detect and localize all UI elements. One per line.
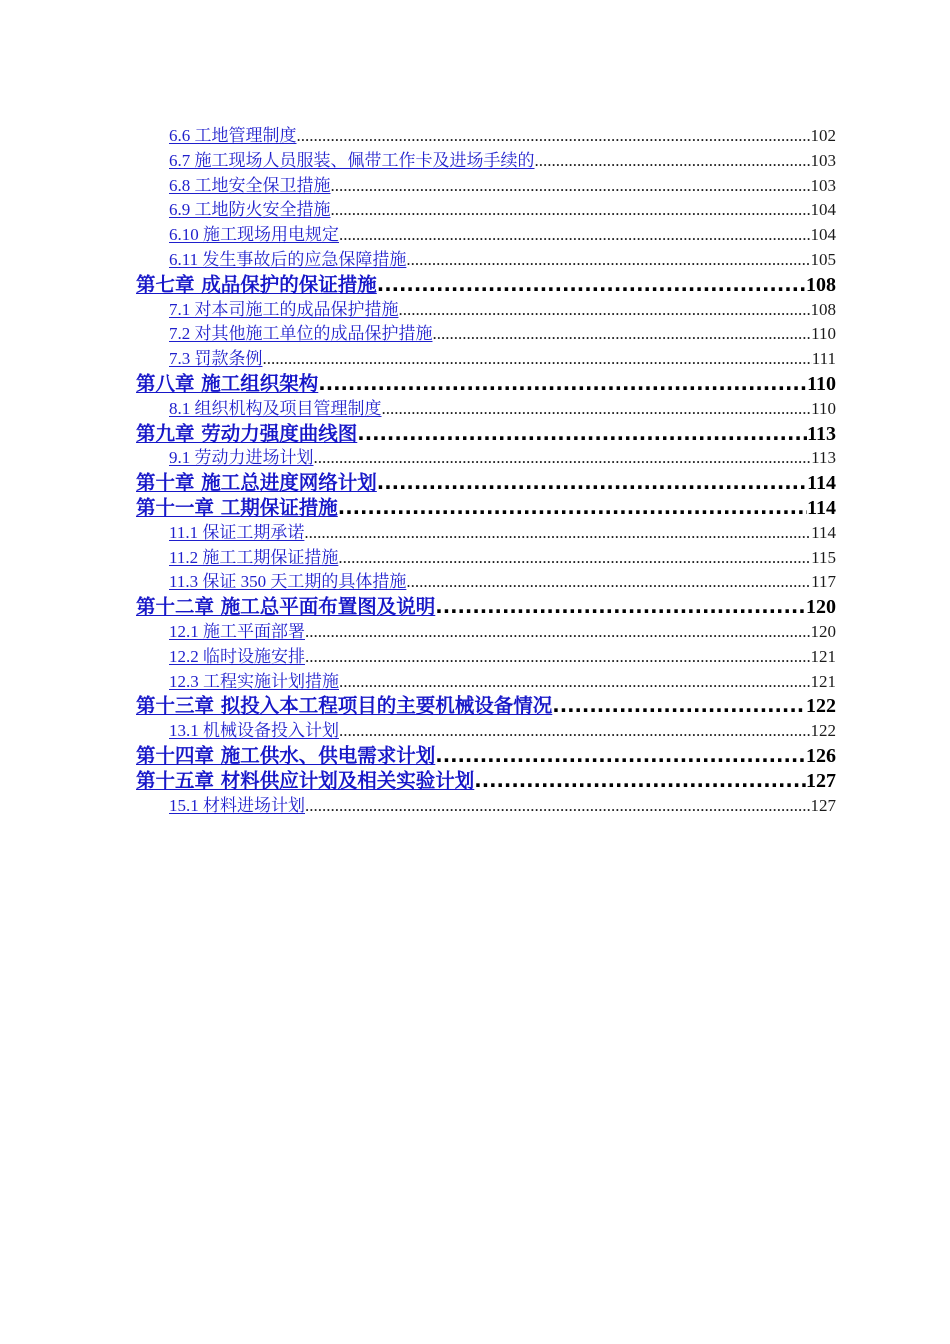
toc-entry-6-11[interactable]	[136, 248, 836, 273]
toc-entry-8-1[interactable]	[136, 397, 836, 422]
toc-chapter-link[interactable]: 第十一章 工期保证措施	[136, 495, 338, 519]
dot-leader	[314, 446, 812, 471]
toc-link[interactable]: 12.2 临时设施安排	[169, 646, 305, 666]
toc-link[interactable]: 6.11 发生事故后的应急保障措施	[169, 249, 407, 269]
toc-chapter-12[interactable]	[136, 595, 836, 620]
toc-entry-7-3[interactable]	[136, 347, 836, 372]
toc-entry-6-9[interactable]	[136, 198, 836, 223]
page-number: 127	[810, 795, 836, 815]
toc-chapter-link[interactable]: 第八章 施工组织架构	[136, 371, 319, 395]
toc-chapter-link[interactable]: 第十章 施工总进度网络计划	[136, 471, 377, 495]
toc-chapter-link[interactable]: 第十四章 施工供水、供电需求计划	[136, 743, 436, 767]
page-number: 103	[810, 175, 836, 195]
toc-link[interactable]: 6.6 工地管理制度	[169, 126, 297, 145]
toc-link[interactable]: 13.1 机械设备投入计划	[169, 721, 339, 741]
toc-chapter-8[interactable]	[136, 372, 836, 397]
dot-leader	[339, 719, 811, 744]
page-number: 114	[807, 496, 836, 519]
toc-entry-7-2[interactable]	[136, 322, 836, 347]
toc-entry-6-6[interactable]	[136, 124, 836, 149]
dot-leader	[377, 471, 807, 496]
toc-entry-12-3[interactable]	[136, 670, 836, 695]
page-number: 113	[811, 448, 836, 468]
dot-leader	[535, 149, 811, 174]
toc-chapter-15[interactable]	[136, 769, 836, 794]
toc-entry-11-1[interactable]	[136, 521, 836, 546]
toc-entry-6-10[interactable]	[136, 223, 836, 248]
toc-link[interactable]: 7.3 罚款条例	[169, 349, 263, 369]
dot-leader	[435, 744, 806, 769]
toc-entry-11-3[interactable]	[136, 570, 836, 595]
toc-chapter-link[interactable]: 第十五章 材料供应计划及相关实验计划	[136, 768, 475, 792]
dot-leader	[305, 620, 811, 645]
toc-entry-15-1[interactable]	[136, 794, 836, 819]
toc-chapter-13[interactable]	[136, 694, 836, 719]
toc-link[interactable]: 15.1 材料进场计划	[169, 795, 305, 815]
dot-leader	[331, 198, 811, 223]
dot-leader	[263, 347, 812, 372]
toc-link[interactable]: 7.1 对本司施工的成品保护措施	[169, 299, 399, 319]
dot-leader	[331, 174, 811, 199]
page-number: 103	[810, 150, 836, 170]
page-number: 126	[806, 744, 836, 767]
toc-chapter-link[interactable]: 第十二章 施工总平面布置图及说明	[136, 595, 436, 619]
toc-entry-7-1[interactable]	[136, 298, 836, 323]
page-number: 120	[810, 621, 836, 641]
toc-entry-12-1[interactable]	[136, 620, 836, 645]
toc-link[interactable]: 9.1 劳动力进场计划	[169, 448, 314, 468]
dot-leader	[377, 273, 806, 298]
dot-leader	[357, 422, 807, 447]
toc-entry-12-2[interactable]	[136, 645, 836, 670]
dot-leader	[406, 570, 811, 595]
dot-leader	[474, 769, 806, 794]
toc-chapter-9[interactable]	[136, 422, 836, 447]
toc-link[interactable]: 8.1 组织机构及项目管理制度	[169, 398, 382, 418]
dot-leader	[435, 595, 806, 620]
dot-leader	[382, 397, 812, 422]
toc-entry-9-1[interactable]	[136, 446, 836, 471]
toc-entry-11-2[interactable]	[136, 546, 836, 571]
page-number: 108	[810, 299, 836, 319]
dot-leader	[406, 248, 810, 273]
dot-leader	[399, 298, 811, 323]
toc-link[interactable]: 12.3 工程实施计划措施	[169, 671, 339, 691]
dot-leader	[318, 372, 807, 397]
table-of-contents	[136, 124, 836, 818]
page-number: 121	[810, 646, 836, 666]
page-number: 110	[807, 372, 836, 395]
dot-leader	[552, 694, 806, 719]
toc-link[interactable]: 6.7 施工现场人员服装、佩带工作卡及进场手续的	[169, 150, 535, 170]
page-number: 108	[806, 273, 836, 296]
toc-chapter-11[interactable]	[136, 496, 836, 521]
dot-leader	[305, 794, 811, 819]
page-number: 102	[810, 126, 836, 145]
page-number: 110	[811, 324, 836, 344]
toc-chapter-link[interactable]: 第九章 劳动力强度曲线图	[136, 421, 358, 445]
dot-leader	[338, 546, 811, 571]
dot-leader	[305, 645, 811, 670]
page-number: 104	[810, 200, 836, 220]
toc-link[interactable]: 12.1 施工平面部署	[169, 621, 305, 641]
page-number: 110	[811, 398, 836, 418]
page-number: 113	[807, 422, 836, 445]
page-number: 115	[811, 547, 836, 567]
toc-entry-6-7[interactable]	[136, 149, 836, 174]
toc-chapter-7[interactable]	[136, 273, 836, 298]
page-number: 117	[811, 572, 836, 592]
toc-chapter-link[interactable]: 第十三章 拟投入本工程项目的主要机械设备情况	[136, 694, 553, 718]
page-number: 122	[810, 721, 836, 741]
dot-leader	[339, 223, 811, 248]
page-number: 104	[810, 225, 836, 245]
dot-leader	[297, 124, 811, 149]
toc-entry-13-1[interactable]	[136, 719, 836, 744]
dot-leader	[433, 322, 812, 347]
page-number: 122	[806, 695, 836, 718]
page-number: 105	[810, 249, 836, 269]
toc-link[interactable]: 6.9 工地防火安全措施	[169, 200, 331, 220]
page-number: 127	[806, 769, 836, 792]
toc-link[interactable]: 11.2 施工工期保证措施	[169, 547, 339, 567]
toc-link[interactable]: 11.1 保证工期承诺	[169, 522, 305, 542]
page-number: 120	[806, 596, 836, 619]
toc-chapter-link[interactable]: 第七章 成品保护的保证措施	[136, 272, 377, 296]
toc-link[interactable]: 7.2 对其他施工单位的成品保护措施	[169, 324, 433, 344]
toc-link[interactable]: 6.8 工地安全保卫措施	[169, 175, 331, 195]
dot-leader	[304, 521, 811, 546]
dot-leader	[339, 670, 811, 695]
toc-chapter-14[interactable]	[136, 744, 836, 769]
page-number: 114	[811, 522, 836, 542]
toc-link[interactable]: 11.3 保证 350 天工期的具体措施	[169, 572, 407, 592]
page-number: 121	[810, 671, 836, 691]
dot-leader	[338, 496, 807, 521]
page-number: 114	[807, 472, 836, 495]
page-number: 111	[811, 349, 836, 369]
toc-chapter-10[interactable]	[136, 471, 836, 496]
toc-link[interactable]: 6.10 施工现场用电规定	[169, 225, 339, 245]
toc-entry-6-8[interactable]	[136, 174, 836, 199]
